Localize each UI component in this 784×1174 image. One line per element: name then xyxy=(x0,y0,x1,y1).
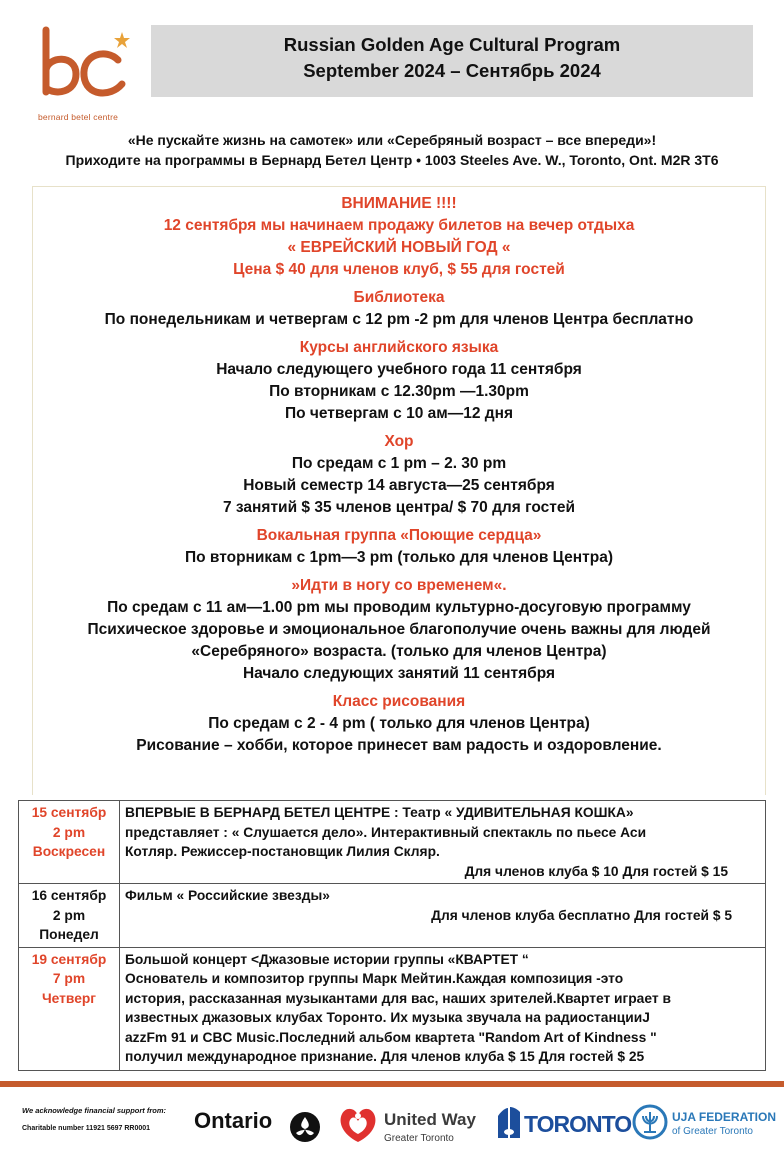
keep-pace-line: По средам с 11 ам—1.00 pm мы проводим культурно-досуговую программу xyxy=(107,599,691,616)
choir-title: Хор xyxy=(384,433,414,450)
keep-pace-line: Начало следующих занятий 11 сентября xyxy=(242,665,556,682)
event-line: Котляр. Режиссер-постановщик Лилия Скляр. xyxy=(125,844,440,859)
motto xyxy=(0,130,784,170)
library-section xyxy=(33,287,765,331)
vocal-title: Вокальная группа «Поющие сердца» xyxy=(256,527,542,544)
announcement-price: Цена $ 40 для членов клуб, $ 55 для гостей xyxy=(233,261,565,278)
choir-line: Новый семестр 14 августа—25 сентября xyxy=(243,477,555,494)
vocal-line: По вторникам с 1pm—3 pm (только для членов Центра) xyxy=(184,549,613,566)
bc-logo-icon xyxy=(34,26,138,106)
vocal-section xyxy=(33,525,765,569)
event-time: 2 pm xyxy=(52,907,86,923)
page-subtitle: September 2024 – Сентябрь 2024 xyxy=(303,60,601,81)
event-price: Для членов клуба $ 10 Для гостей $ 15 xyxy=(464,863,728,879)
ontario-logo-text: Ontario xyxy=(194,1108,273,1133)
keep-pace-section xyxy=(33,575,765,685)
event-time: 2 pm xyxy=(52,824,86,840)
drawing-title: Класс рисования xyxy=(332,693,466,710)
charity-number: Charitable number 11921 5697 RR0001 xyxy=(22,1125,151,1132)
event-day: Воскресен xyxy=(32,844,106,859)
event-desc-cell xyxy=(120,884,766,948)
address-line: Приходите на программы в Бернард Бетел Центр • 1003 Steeles Ave. W., Toronto, Ont. M2R 3T6 xyxy=(65,152,719,168)
english-section xyxy=(33,337,765,425)
english-line: Начало следующего учебного года 11 сентября xyxy=(216,361,582,378)
header-banner xyxy=(151,25,753,97)
announcement-title: ВНИМАНИЕ !!!! xyxy=(341,195,457,212)
event-line: Фильм « Российские звезды» xyxy=(125,888,330,903)
keep-pace-line: «Серебряного» возраста. (только для членов Центра) xyxy=(191,643,607,660)
english-line: По вторникам с 12.30pm —1.30pm xyxy=(269,383,529,400)
toronto-logo-text: TORONTO xyxy=(524,1111,632,1137)
event-line: известных джазовых клубах Торонто. Их музыка звучала на радиостанцииJ xyxy=(125,1010,650,1025)
centre-logo xyxy=(34,26,138,122)
choir-line: 7 занятий $ 35 членов центра/ $ 70 для гостей xyxy=(223,499,575,516)
announcement-section xyxy=(33,193,765,281)
event-price: получил международное признание. Для членов клуба $ 15 Для гостей $ 25 xyxy=(125,1049,645,1064)
english-title: Курсы английского языка xyxy=(299,339,499,356)
event-date-cell xyxy=(19,947,120,1070)
event-day: Понедел xyxy=(39,927,99,942)
event-line: ВПЕРВЫЕ В БЕРНАРД БЕТЕЛ ЦЕНТРЕ : Театр « УДИВИТЕЛЬНАЯ КОШКА» xyxy=(125,805,634,820)
event-day: Четверг xyxy=(41,990,97,1006)
table-row xyxy=(19,884,766,948)
footer-divider xyxy=(0,1081,784,1087)
ontario-trillium-icon xyxy=(289,1111,321,1143)
event-date: 19 сентябр xyxy=(31,951,107,967)
program-box xyxy=(32,186,766,795)
drawing-section xyxy=(33,691,765,757)
drawing-line: Рисование – хобби, которое принесет вам радость и оздоровление. xyxy=(136,737,662,754)
united-way-region: Greater Toronto xyxy=(384,1133,454,1144)
united-way-name: United Way xyxy=(384,1110,476,1129)
library-hours: По понедельникам и четвергам с 12 pm -2 pm для членов Центра бесплатно xyxy=(104,311,694,328)
page-title: Russian Golden Age Cultural Program xyxy=(283,34,621,55)
choir-line: По средам с 1 pm – 2. 30 pm xyxy=(291,455,507,472)
united-way-icon xyxy=(336,1104,380,1144)
events-table xyxy=(18,800,766,1071)
announcement-line: 12 сентября мы начинаем продажу билетов на вечер отдыха xyxy=(163,217,635,234)
event-desc-cell xyxy=(120,801,766,884)
event-date: 16 сентябр xyxy=(31,888,107,903)
table-row xyxy=(19,801,766,884)
english-line: По четвергам с 10 ам—12 дня xyxy=(284,405,514,422)
keep-pace-line: Психическое здоровье и эмоциональное благополучие очень важны для людей xyxy=(87,621,711,638)
library-title: Библиотека xyxy=(353,289,445,306)
event-line: история, рассказанная музыкантами для вас, наших зрителей.Квартет играет в xyxy=(125,990,671,1006)
uja-name: UJA FEDERATION xyxy=(672,1110,777,1124)
event-desc-cell xyxy=(120,947,766,1070)
logo-text: bernard betel centre xyxy=(38,112,119,122)
event-date-cell xyxy=(19,801,120,884)
event-time: 7 pm xyxy=(52,971,86,986)
event-date: 15 сентябр xyxy=(31,805,107,820)
keep-pace-title: »Идти в ногу со временем«. xyxy=(291,577,507,594)
event-line: Основатель и композитор группы Марк Мейтин.Каждая композиция -это xyxy=(125,971,624,986)
choir-section xyxy=(33,431,765,519)
uja-menorah-icon xyxy=(632,1104,668,1140)
event-date-cell xyxy=(19,884,120,948)
funding-acknowledgement: We acknowledge financial support from: xyxy=(22,1106,167,1115)
toronto-city-hall-icon xyxy=(496,1106,522,1140)
event-price: Для членов клуба бесплатно Для гостей $ 5 xyxy=(431,907,732,923)
event-line: Большой концерт <Джазовые истории группы «КВАРТЕТ “ xyxy=(125,951,529,967)
motto-line-1: «Не пускайте жизнь на самотек» или «Серебряный возраст – все впереди»! xyxy=(127,132,657,148)
event-line: azzFm 91 и CBC Music.Последний альбом квартета "Random Art of Kindness " xyxy=(125,1029,657,1045)
drawing-line: По средам с 2 - 4 pm ( только для членов Центра) xyxy=(208,715,590,732)
announcement-line: « ЕВРЕЙСКИЙ НОВЫЙ ГОД « xyxy=(287,239,511,256)
table-row xyxy=(19,947,766,1070)
uja-region: of Greater Toronto xyxy=(672,1126,753,1137)
event-line: представляет : « Слушается дело». Интерактивный спектакль по пьесе Аси xyxy=(125,824,647,840)
